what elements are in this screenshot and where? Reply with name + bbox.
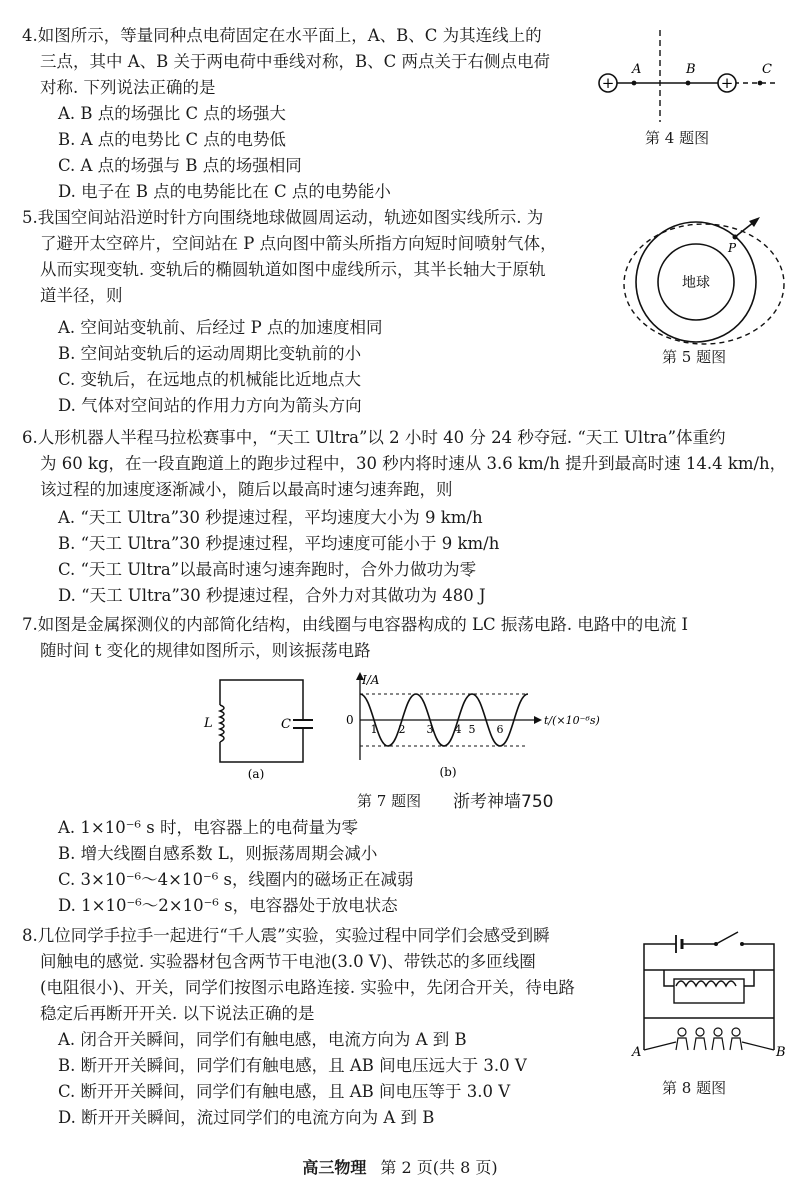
q8-label-a: A xyxy=(632,1045,642,1060)
q7-option-b: B. 增大线圈自感系数 L，则振荡周期会减小 xyxy=(58,844,378,863)
q7-label-l: L xyxy=(204,716,213,731)
q4-option-d: D. 电子在 B 点的电势能比在 C 点的电势能小 xyxy=(58,182,391,201)
q7-circuit-figure xyxy=(198,670,348,780)
q6-stem-line-2: 为 60 kg，在一段直跑道上的跑步过程中，30 秒内将时速从 3.6 km/h 提升到最高时速 14.4 km/h， xyxy=(40,454,787,473)
q4-stem-line-3: 对称. 下列说法正确的是 xyxy=(40,78,216,97)
q8-student-2-head xyxy=(696,1028,704,1036)
q4-caption: 第 4 题图 xyxy=(645,129,710,147)
q7-current-graph xyxy=(340,668,602,780)
footer-subject: 高三物理 xyxy=(302,1158,367,1177)
q8-student-3-head xyxy=(714,1028,722,1036)
q6-option-d: D. “天工 Ultra”30 秒提速过程，合外力对其做功为 480 J xyxy=(58,586,486,605)
q7-tick-2: 2 xyxy=(398,723,406,736)
q8-student-4-head xyxy=(732,1028,740,1036)
q7-tick-4: 4 xyxy=(454,723,462,736)
q8-option-b: B. 断开开关瞬间，同学们有触电感，且 AB 间电压远大于 3.0 V xyxy=(58,1056,527,1075)
q8-coil-windings xyxy=(676,981,736,986)
q4-point-b xyxy=(686,81,691,86)
q8-right-hand-wire xyxy=(742,1042,774,1050)
q8-student-3-body xyxy=(712,1038,724,1050)
q7-label-c: C xyxy=(281,717,291,732)
q5-label-p: P xyxy=(728,241,737,255)
q8-stem-line-4: 稳定后再断开开关. 以下说法正确的是 xyxy=(40,1004,315,1023)
q7-tick-5: 5 xyxy=(468,723,476,736)
page-footer xyxy=(0,1155,800,1178)
q8-stem-line-2: 间触电的感觉. 实验器材包含两节干电池(3.0 V)、带铁芯的多匝线圈 xyxy=(40,952,536,971)
q5-stem-line-2: 了避开太空碎片，空间站在 P 点向图中箭头所指方向短时间喷射气体， xyxy=(40,234,557,253)
q8-option-d: D. 断开开关瞬间，流过同学们的电流方向为 A 到 B xyxy=(58,1108,435,1127)
q5-caption: 第 5 题图 xyxy=(662,348,727,366)
q7-t-axis-arrow xyxy=(534,716,542,724)
q8-stem-line-3: (电阻很小)、开关，同学们按图示电路连接. 实验中，先闭合开关，待电路 xyxy=(40,978,575,997)
q4-stem-line-1: 4.如图所示，等量同种点电荷固定在水平面上，A、B、C 为其连线上的 xyxy=(22,26,542,45)
q8-wire-right-top xyxy=(742,944,774,970)
q4-label-a: A xyxy=(632,62,642,77)
q8-student-4-body xyxy=(730,1038,742,1050)
q8-wire-left-top xyxy=(644,944,676,970)
q7-tick-6: 6 xyxy=(496,723,504,736)
q5-earth-label: 地球 xyxy=(682,275,710,291)
q4-option-a: A. B 点的场强比 C 点的场强大 xyxy=(58,104,286,123)
q4-point-c xyxy=(758,81,763,86)
q8-caption: 第 8 题图 xyxy=(662,1079,727,1097)
q5-stem-line-3: 从而实现变轨. 变轨后的椭圆轨道如图中虚线所示，其半长轴大于原轨 xyxy=(40,260,546,279)
q7-inductor-coil xyxy=(220,705,224,742)
q8-coil-lead-left xyxy=(664,970,674,986)
q7-tick-3: 3 xyxy=(426,723,434,736)
q6-stem-line-3: 该过程的加速度逐渐减小，随后以最高时速匀速奔跑，则 xyxy=(40,480,453,499)
q7-wire-bottom xyxy=(220,728,303,762)
q7-origin-label: 0 xyxy=(346,713,354,727)
q4-option-b: B. A 点的电势比 C 点的电势低 xyxy=(58,130,286,149)
q8-left-hand-wire xyxy=(644,1042,676,1050)
q7-label-b: (b) xyxy=(439,765,457,779)
q6-option-b: B. “天工 Ultra”30 秒提速过程，平均速度可能小于 9 km/h xyxy=(58,534,500,553)
q5-option-d: D. 气体对空间站的作用力方向为箭头方向 xyxy=(58,396,362,415)
q5-stem-line-4: 道半径，则 xyxy=(40,286,123,305)
q4-figure xyxy=(592,28,782,124)
q7-caption: 第 7 题图 xyxy=(357,792,422,810)
q8-label-b: B xyxy=(776,1045,786,1060)
q7-option-c: C. 3×10⁻⁶～4×10⁻⁶ s，线圈内的磁场正在减弱 xyxy=(58,870,414,889)
q5-figure xyxy=(622,212,787,347)
q4-label-c: C xyxy=(762,62,772,77)
q8-coil-lead-right xyxy=(744,970,754,986)
q7-label-a: (a) xyxy=(247,767,265,780)
q4-point-a xyxy=(632,81,637,86)
q5-stem-line-1: 5.我国空间站沿逆时针方向围绕地球做圆周运动，轨迹如图实线所示. 为 xyxy=(22,208,544,227)
q7-stem-line-1: 7.如图是金属探测仪的内部简化结构，由线圈与电容器构成的 LC 振荡电路. 电路中的电流 I xyxy=(22,615,689,634)
q4-label-b: B xyxy=(686,62,696,77)
q8-student-2-body xyxy=(694,1038,706,1050)
q7-tick-1: 1 xyxy=(370,723,378,736)
q4-left-charge-sign: + xyxy=(601,74,615,92)
q6-option-c: C. “天工 Ultra”以最高时速匀速奔跑时，合外力做功为零 xyxy=(58,560,477,579)
q6-stem-line-1: 6.人形机器人半程马拉松赛事中，“天工 Ultra”以 2 小时 40 分 24 秒夺冠. “天工 Ultra”体重约 xyxy=(22,428,726,447)
q5-option-c: C. 变轨后，在远地点的机械能比近地点大 xyxy=(58,370,362,389)
q8-figure xyxy=(628,922,788,1072)
q4-right-charge-sign: + xyxy=(720,74,734,92)
q7-y-label: I/A xyxy=(362,673,380,687)
q7-option-a: A. 1×10⁻⁶ s 时，电容器上的电荷量为零 xyxy=(58,818,359,837)
q7-stem-line-2: 随时间 t 变化的规律如图所示，则该振荡电路 xyxy=(40,641,371,660)
q7-x-label: t/(×10⁻⁶s) xyxy=(544,714,600,727)
q8-stem-line-1: 8.几位同学手拉手一起进行“千人震”实验，实验过程中同学们会感受到瞬 xyxy=(22,926,550,945)
footer-page-number: 第 2 页(共 8 页) xyxy=(380,1158,498,1177)
q4-stem-line-2: 三点，其中 A、B 关于两电荷中垂线对称，B、C 两点关于右侧点电荷 xyxy=(40,52,551,71)
q8-students-group xyxy=(676,1028,742,1050)
q7-wire-top xyxy=(220,680,303,720)
q7-option-d: D. 1×10⁻⁶～2×10⁻⁶ s，电容器处于放电状态 xyxy=(58,896,398,915)
q7-watermark: 浙考神墙750 xyxy=(453,792,554,812)
q8-option-a: A. 闭合开关瞬间，同学们有触电感，电流方向为 A 到 B xyxy=(58,1030,467,1049)
q8-student-1-body xyxy=(676,1038,688,1050)
q8-student-1-head xyxy=(678,1028,686,1036)
q8-switch-lever xyxy=(716,932,738,944)
q5-option-a: A. 空间站变轨前、后经过 P 点的加速度相同 xyxy=(58,318,383,337)
q5-option-b: B. 空间站变轨后的运动周期比变轨前的小 xyxy=(58,344,362,363)
q8-option-c: C. 断开开关瞬间，同学们有触电感，且 AB 间电压等于 3.0 V xyxy=(58,1082,511,1101)
q4-option-c: C. A 点的场强与 B 点的场强相同 xyxy=(58,156,302,175)
q6-option-a: A. “天工 Ultra”30 秒提速过程，平均速度大小为 9 km/h xyxy=(58,508,483,527)
